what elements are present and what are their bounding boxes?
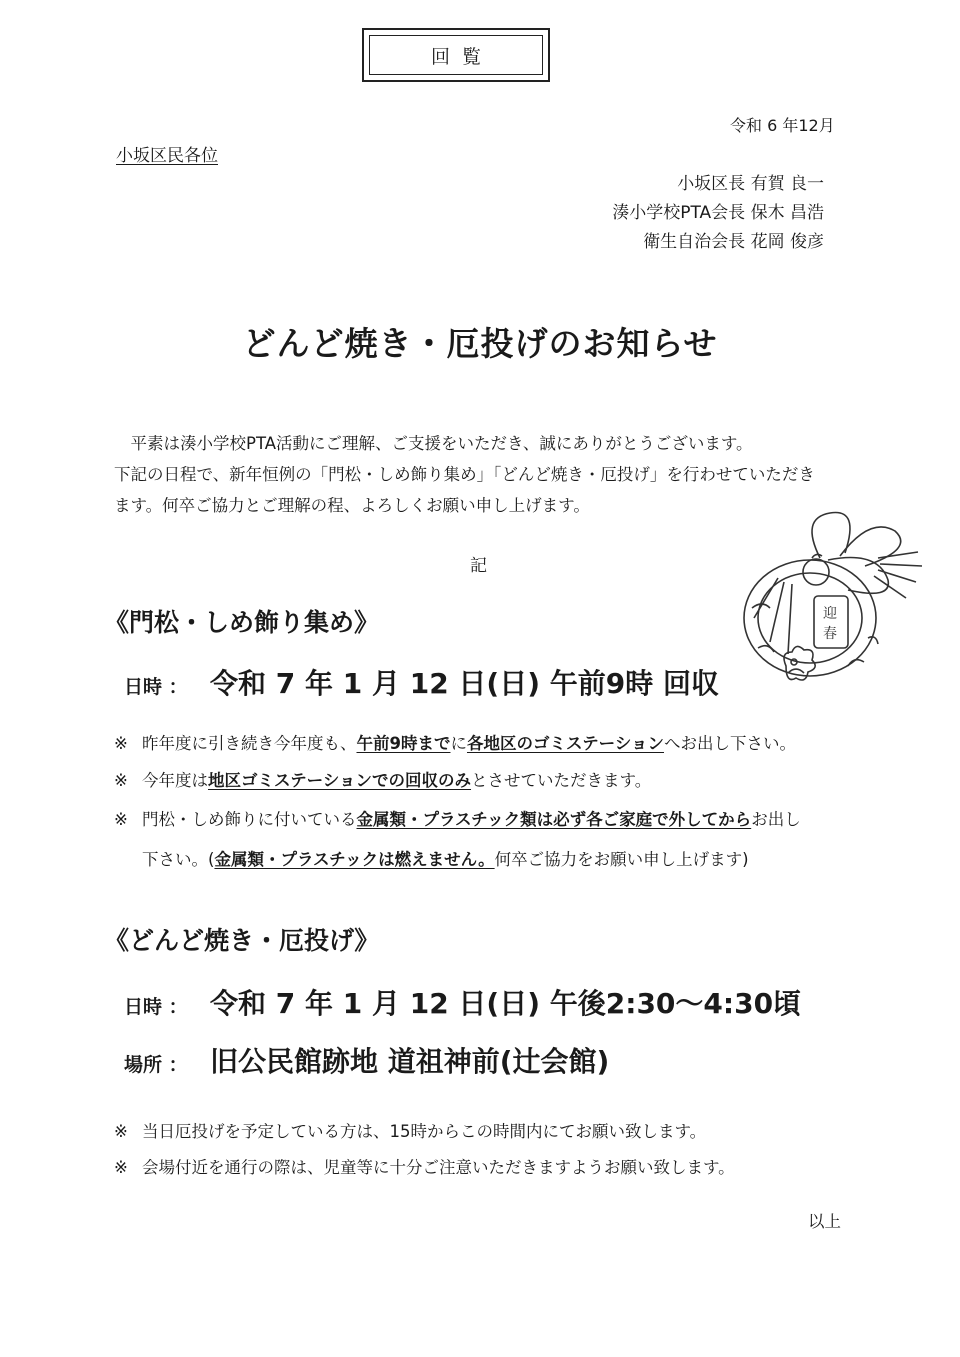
dondoyaki-datetime [124,982,801,1022]
note-item: ※ 昨年度に引き続き今年度も、午前9時までに各地区のゴミステーションへお出し下さい。 [114,734,796,753]
intro-paragraph [114,428,815,521]
note-mark: ※ [114,1122,128,1141]
kadomatsu-datetime [124,662,719,702]
closing-mark: 以上 [808,1212,841,1231]
note-item: ※ 当日厄投げを予定している方は、15時からこの時間内にてお願い致します。 [114,1122,707,1141]
intro-line: 下記の日程で、新年恒例の「門松・しめ飾り集め」「どんど焼き・厄投げ」を行わせていただき [114,465,815,484]
intro-line: 平素は湊小学校PTA活動にご理解、ご支援をいただき、誠にありがとうございます。 [130,434,753,453]
sender-sanitation-head: 衛生自治会長 花岡 俊彦 [643,232,824,252]
sender-district-head: 小坂区長 有賀 良一 [677,174,824,194]
addressee: 小坂区民各位 [116,146,218,166]
note-mark: ※ [114,810,128,829]
place-label: 場所 ： [124,1054,188,1076]
sender-list [612,170,824,257]
intro-line: ます。何卒ご協力とご理解の程、よろしくお願い申し上げます。 [114,496,590,515]
shimekazari-tag-text-1: 迎 [823,606,837,622]
shimekazari-icon [728,498,934,712]
note-item-continued: 下さい。(金属類・プラスチックは燃えません。何卒ご協力をお願い申し上げます) [142,850,749,869]
place-value: 旧公民館跡地 道祖神前(辻会館) [210,1045,610,1078]
note-mark: ※ [114,771,128,790]
issue-date: 令和 6 年12月 [730,116,835,135]
note-item: ※ 門松・しめ飾りに付いている金属類・プラスチック類は必ず各ご家庭で外してからお出し [114,810,801,829]
section-heading-dondoyaki: 《どんど焼き・厄投げ》 [104,926,380,955]
ki-mark: 記 [470,556,487,576]
shimekazari-tag-text-2: 春 [823,626,837,642]
section-heading-kadomatsu: 《門松・しめ飾り集め》 [104,608,380,637]
note-mark: ※ [114,734,128,753]
sender-pta-president: 湊小学校PTA会長 保木 昌浩 [612,203,824,223]
circulation-label: 回覧 [369,35,543,75]
datetime-label: 日時 ： [124,676,188,698]
datetime-value: 令和 7 年 1 月 12 日(日) 午後2:30〜4:30頃 [210,987,802,1020]
note-item: ※ 今年度は地区ゴミステーションでの回収のみとさせていただきます。 [114,771,652,790]
circulation-stamp [362,28,550,82]
datetime-value: 令和 7 年 1 月 12 日(日) 午前9時 回収 [210,667,719,700]
document-title: どんど焼き・厄投げのお知らせ [242,324,718,363]
datetime-label: 日時 ： [124,996,188,1018]
note-mark: ※ [114,1158,128,1177]
dondoyaki-place [124,1040,609,1080]
note-item: ※ 会場付近を通行の際は、児童等に十分ご注意いただきますようお願い致します。 [114,1158,735,1177]
